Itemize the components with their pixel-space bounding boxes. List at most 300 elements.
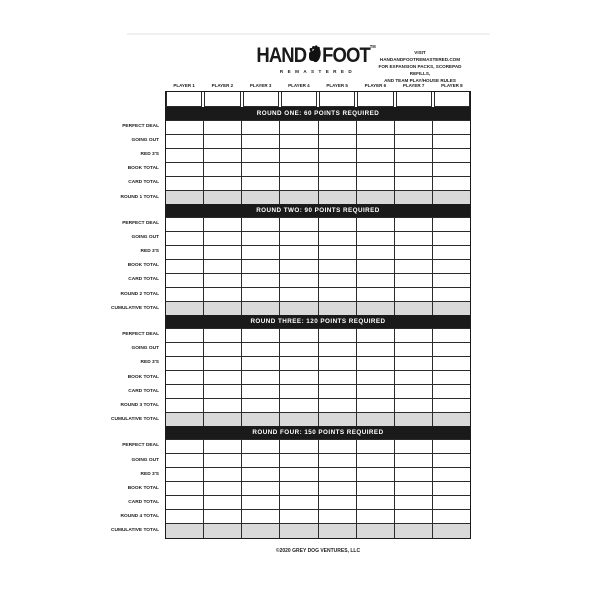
score-row	[166, 120, 470, 134]
score-cell	[432, 135, 470, 148]
score-cell	[203, 399, 241, 412]
player-header-row	[165, 83, 471, 88]
score-cell	[279, 274, 317, 287]
score-cell	[432, 274, 470, 287]
row-label: ROUND 1 TOTAL	[120, 194, 159, 200]
score-cell	[432, 343, 470, 356]
score-cell	[432, 232, 470, 245]
row-label-spacer	[127, 426, 162, 439]
score-cell	[318, 232, 356, 245]
score-cell	[203, 274, 241, 287]
score-cell	[318, 218, 356, 231]
round-band-title: ROUND TWO: 90 POINTS REQUIRED	[166, 204, 470, 217]
score-cell	[394, 468, 432, 481]
score-cell	[432, 413, 470, 426]
player-name-cell	[357, 92, 393, 107]
score-row	[166, 439, 470, 453]
score-cell	[394, 524, 432, 537]
player-name-cell	[319, 92, 355, 107]
row-label: ROUND 2 TOTAL	[120, 291, 159, 297]
row-label: GOING OUT	[131, 138, 159, 144]
score-cell	[203, 135, 241, 148]
score-cell	[241, 413, 279, 426]
score-cell	[203, 510, 241, 523]
row-label: RED 3'S	[140, 360, 159, 366]
score-cell	[166, 288, 203, 301]
score-cell	[279, 399, 317, 412]
row-labels-column	[111, 92, 162, 538]
row-label: PERFECT DEAL	[122, 221, 159, 227]
promo-line-2: FOR EXPANSION PACKS, SCOREPAD REFILLS,	[378, 64, 462, 77]
score-cell	[279, 468, 317, 481]
brand-logo	[253, 44, 379, 74]
score-cell	[356, 260, 394, 273]
score-cell	[394, 482, 432, 495]
score-cell	[166, 246, 203, 259]
score-cell	[318, 274, 356, 287]
score-cell	[203, 232, 241, 245]
score-cell	[432, 260, 470, 273]
row-label: CUMULATIVE TOTAL	[111, 305, 159, 311]
score-cell	[432, 510, 470, 523]
score-cell	[279, 191, 317, 204]
score-cell	[166, 371, 203, 384]
score-cell	[241, 329, 279, 342]
score-cell	[241, 232, 279, 245]
score-cell	[166, 274, 203, 287]
score-cell	[318, 510, 356, 523]
score-row	[166, 176, 470, 190]
score-cell	[241, 288, 279, 301]
score-cell	[318, 135, 356, 148]
score-cell	[166, 177, 203, 190]
score-cell	[241, 302, 279, 315]
score-cell	[279, 218, 317, 231]
score-cell	[166, 329, 203, 342]
score-cell	[394, 302, 432, 315]
score-cell	[241, 191, 279, 204]
score-cell	[356, 413, 394, 426]
score-cell	[356, 149, 394, 162]
score-cell	[356, 468, 394, 481]
score-row	[166, 356, 470, 370]
score-cell	[241, 440, 279, 453]
score-cell	[432, 177, 470, 190]
score-cell	[394, 329, 432, 342]
score-cell	[203, 343, 241, 356]
score-cell	[394, 177, 432, 190]
score-cell	[279, 121, 317, 134]
row-label: BOOK TOTAL	[127, 374, 159, 380]
score-cell	[279, 413, 317, 426]
score-cell	[279, 343, 317, 356]
score-cell	[394, 163, 432, 176]
row-label: CARD TOTAL	[128, 499, 159, 505]
score-cell	[203, 191, 241, 204]
score-cell	[203, 288, 241, 301]
score-cell	[279, 524, 317, 537]
score-row	[166, 370, 470, 384]
logo-hand-text: HAND	[256, 44, 307, 67]
player-name-cell	[281, 92, 317, 107]
score-cell	[394, 496, 432, 509]
score-cell	[394, 399, 432, 412]
score-cell	[203, 218, 241, 231]
score-cell	[166, 149, 203, 162]
score-cell	[203, 440, 241, 453]
score-cell	[241, 454, 279, 467]
score-row	[166, 217, 470, 231]
row-label: CARD TOTAL	[128, 388, 159, 394]
score-cell	[279, 454, 317, 467]
score-cell	[166, 135, 203, 148]
score-cell	[241, 135, 279, 148]
score-cell	[203, 163, 241, 176]
total-row	[166, 412, 470, 426]
score-cell	[394, 385, 432, 398]
row-label: CUMULATIVE TOTAL	[111, 416, 159, 422]
score-cell	[241, 524, 279, 537]
score-cell	[279, 149, 317, 162]
score-cell	[203, 524, 241, 537]
score-row	[166, 148, 470, 162]
player-label: PLAYER 1	[173, 83, 195, 88]
score-cell	[166, 121, 203, 134]
score-row	[166, 328, 470, 342]
row-label: GOING OUT	[131, 346, 159, 352]
round-band-title: ROUND FOUR: 150 POINTS REQUIRED	[166, 426, 470, 439]
row-label: PERFECT DEAL	[122, 332, 159, 338]
row-label: BOOK TOTAL	[127, 263, 159, 269]
total-row	[166, 523, 470, 537]
player-name-cell	[166, 92, 202, 107]
score-cell	[318, 357, 356, 370]
logo-subtitle: REMASTERED	[279, 68, 357, 74]
score-cell	[241, 163, 279, 176]
score-cell	[432, 246, 470, 259]
total-row	[166, 301, 470, 315]
score-cell	[279, 385, 317, 398]
row-label: RED 3'S	[140, 249, 159, 255]
score-cell	[432, 288, 470, 301]
score-cell	[356, 454, 394, 467]
score-row	[166, 134, 470, 148]
score-cell	[318, 399, 356, 412]
score-cell	[394, 510, 432, 523]
player-label: PLAYER 8	[441, 83, 463, 88]
score-cell	[432, 496, 470, 509]
score-cell	[318, 385, 356, 398]
row-label-spacer	[127, 92, 162, 107]
score-cell	[203, 302, 241, 315]
score-cell	[279, 246, 317, 259]
score-cell	[356, 440, 394, 453]
score-cell	[279, 329, 317, 342]
score-cell	[356, 385, 394, 398]
score-cell	[241, 177, 279, 190]
score-cell	[432, 302, 470, 315]
logo-foot-text: FOOT	[322, 44, 370, 67]
score-cell	[279, 260, 317, 273]
round-band-title: ROUND ONE: 60 POINTS REQUIRED	[166, 107, 470, 120]
score-cell	[203, 385, 241, 398]
player-label: PLAYER 6	[364, 83, 387, 88]
score-cell	[394, 149, 432, 162]
score-cell	[432, 524, 470, 537]
score-cell	[394, 274, 432, 287]
row-label: GOING OUT	[131, 457, 159, 463]
score-cell	[394, 371, 432, 384]
promo-text	[374, 49, 466, 85]
score-cell	[318, 329, 356, 342]
score-cell	[318, 524, 356, 537]
score-cell	[166, 399, 203, 412]
score-cell	[356, 121, 394, 134]
score-cell	[166, 385, 203, 398]
score-cell	[432, 329, 470, 342]
score-cell	[432, 191, 470, 204]
score-cell	[166, 357, 203, 370]
score-cell	[166, 468, 203, 481]
score-cell	[394, 121, 432, 134]
score-row	[166, 273, 470, 287]
score-cell	[203, 371, 241, 384]
promo-line-3: AND TEAM PLAY/HOUSE RULES	[384, 78, 456, 84]
row-label: ROUND 4 TOTAL	[120, 513, 159, 519]
score-cell	[394, 135, 432, 148]
logo-wordmark	[256, 44, 376, 67]
score-cell	[432, 371, 470, 384]
score-cell	[166, 482, 203, 495]
score-cell	[241, 121, 279, 134]
score-cell	[356, 135, 394, 148]
score-cell	[318, 288, 356, 301]
score-row	[166, 245, 470, 259]
score-cell	[241, 385, 279, 398]
score-cell	[279, 177, 317, 190]
player-label: PLAYER 2	[211, 83, 234, 88]
copyright-text: ©2020 GREY DOG VENTURES, LLC	[275, 548, 361, 554]
score-cell	[356, 232, 394, 245]
score-cell	[356, 496, 394, 509]
score-cell	[318, 413, 356, 426]
player-name-cell	[204, 92, 240, 107]
score-cell	[356, 218, 394, 231]
score-cell	[318, 246, 356, 259]
score-cell	[394, 260, 432, 273]
score-cell	[356, 191, 394, 204]
score-cell	[166, 163, 203, 176]
score-row	[166, 481, 470, 495]
score-cell	[203, 468, 241, 481]
score-cell	[356, 399, 394, 412]
score-cell	[279, 510, 317, 523]
score-cell	[356, 288, 394, 301]
total-row	[166, 190, 470, 204]
score-cell	[203, 357, 241, 370]
score-cell	[241, 357, 279, 370]
score-cell	[166, 218, 203, 231]
score-cell	[166, 302, 203, 315]
score-cell	[279, 357, 317, 370]
player-name-cell	[434, 92, 470, 107]
row-label: BOOK TOTAL	[127, 485, 159, 491]
score-cell	[203, 260, 241, 273]
score-row	[166, 398, 470, 412]
score-cell	[318, 343, 356, 356]
score-row	[166, 509, 470, 523]
score-cell	[356, 302, 394, 315]
score-cell	[241, 371, 279, 384]
score-row	[166, 453, 470, 467]
score-cell	[394, 454, 432, 467]
round-band-title: ROUND THREE: 120 POINTS REQUIRED	[166, 315, 470, 328]
score-cell	[394, 218, 432, 231]
score-cell	[318, 177, 356, 190]
score-table	[165, 91, 471, 539]
score-cell	[203, 454, 241, 467]
score-cell	[318, 482, 356, 495]
score-cell	[432, 163, 470, 176]
score-cell	[394, 246, 432, 259]
score-row	[166, 231, 470, 245]
player-label: PLAYER 4	[288, 83, 310, 88]
score-row	[166, 287, 470, 301]
score-cell	[203, 149, 241, 162]
player-name-row	[166, 92, 470, 107]
score-cell	[279, 482, 317, 495]
score-cell	[279, 232, 317, 245]
score-cell	[241, 496, 279, 509]
row-label: PERFECT DEAL	[122, 443, 159, 449]
score-cell	[203, 246, 241, 259]
score-row	[166, 384, 470, 398]
row-label: PERFECT DEAL	[122, 124, 159, 130]
score-cell	[241, 482, 279, 495]
score-cell	[279, 440, 317, 453]
score-cell	[394, 440, 432, 453]
score-cell	[166, 524, 203, 537]
score-cell	[356, 482, 394, 495]
score-cell	[166, 191, 203, 204]
player-label: PLAYER 7	[402, 83, 425, 88]
score-cell	[394, 232, 432, 245]
score-cell	[203, 329, 241, 342]
score-cell	[356, 524, 394, 537]
score-cell	[318, 440, 356, 453]
score-cell	[279, 371, 317, 384]
score-cell	[432, 482, 470, 495]
score-cell	[279, 302, 317, 315]
score-cell	[394, 357, 432, 370]
row-label: CARD TOTAL	[128, 277, 159, 283]
score-cell	[166, 232, 203, 245]
score-cell	[166, 343, 203, 356]
score-cell	[356, 246, 394, 259]
score-cell	[203, 121, 241, 134]
score-cell	[241, 510, 279, 523]
promo-line-1: VISIT HANDANDFOOTREMASTERED.COM	[379, 50, 461, 63]
row-label: BOOK TOTAL	[127, 166, 159, 172]
trademark-symbol: TM	[369, 44, 376, 49]
score-cell	[241, 246, 279, 259]
score-cell	[318, 496, 356, 509]
row-label: GOING OUT	[131, 235, 159, 241]
score-cell	[394, 191, 432, 204]
score-cell	[432, 149, 470, 162]
score-cell	[318, 468, 356, 481]
score-cell	[166, 413, 203, 426]
score-cell	[166, 496, 203, 509]
score-cell	[356, 274, 394, 287]
player-name-cell	[243, 92, 279, 107]
score-cell	[166, 260, 203, 273]
row-label: RED 3'S	[140, 471, 159, 477]
score-cell	[356, 357, 394, 370]
score-cell	[318, 260, 356, 273]
score-cell	[432, 385, 470, 398]
score-cell	[356, 371, 394, 384]
score-cell	[318, 163, 356, 176]
score-cell	[279, 496, 317, 509]
score-cell	[279, 288, 317, 301]
score-cell	[166, 440, 203, 453]
score-row	[166, 162, 470, 176]
score-cell	[241, 399, 279, 412]
player-label: PLAYER 3	[249, 83, 272, 88]
score-cell	[394, 288, 432, 301]
score-row	[166, 467, 470, 481]
score-cell	[318, 121, 356, 134]
row-label: ROUND 3 TOTAL	[120, 402, 159, 408]
row-label-spacer	[127, 315, 162, 328]
score-cell	[241, 218, 279, 231]
score-cell	[318, 302, 356, 315]
score-cell	[318, 149, 356, 162]
score-cell	[432, 357, 470, 370]
score-cell	[432, 454, 470, 467]
paper-sheet	[111, 33, 490, 568]
row-label: CARD TOTAL	[128, 180, 159, 186]
score-cell	[394, 343, 432, 356]
score-cell	[356, 177, 394, 190]
score-cell	[241, 149, 279, 162]
row-label: CUMULATIVE TOTAL	[111, 527, 159, 533]
row-label-spacer	[127, 204, 162, 217]
score-cell	[203, 482, 241, 495]
score-cell	[356, 163, 394, 176]
score-cell	[203, 177, 241, 190]
score-cell	[432, 399, 470, 412]
score-cell	[356, 329, 394, 342]
score-cell	[279, 135, 317, 148]
score-cell	[166, 510, 203, 523]
player-name-cell	[396, 92, 432, 107]
score-row	[166, 342, 470, 356]
score-cell	[279, 163, 317, 176]
score-cell	[166, 454, 203, 467]
score-cell	[432, 121, 470, 134]
hand-foot-icon	[307, 44, 321, 67]
player-label: PLAYER 5	[326, 83, 348, 88]
score-cell	[318, 191, 356, 204]
score-row	[166, 259, 470, 273]
score-cell	[241, 468, 279, 481]
row-label-spacer	[127, 107, 162, 120]
score-cell	[394, 413, 432, 426]
score-cell	[203, 413, 241, 426]
score-cell	[318, 371, 356, 384]
